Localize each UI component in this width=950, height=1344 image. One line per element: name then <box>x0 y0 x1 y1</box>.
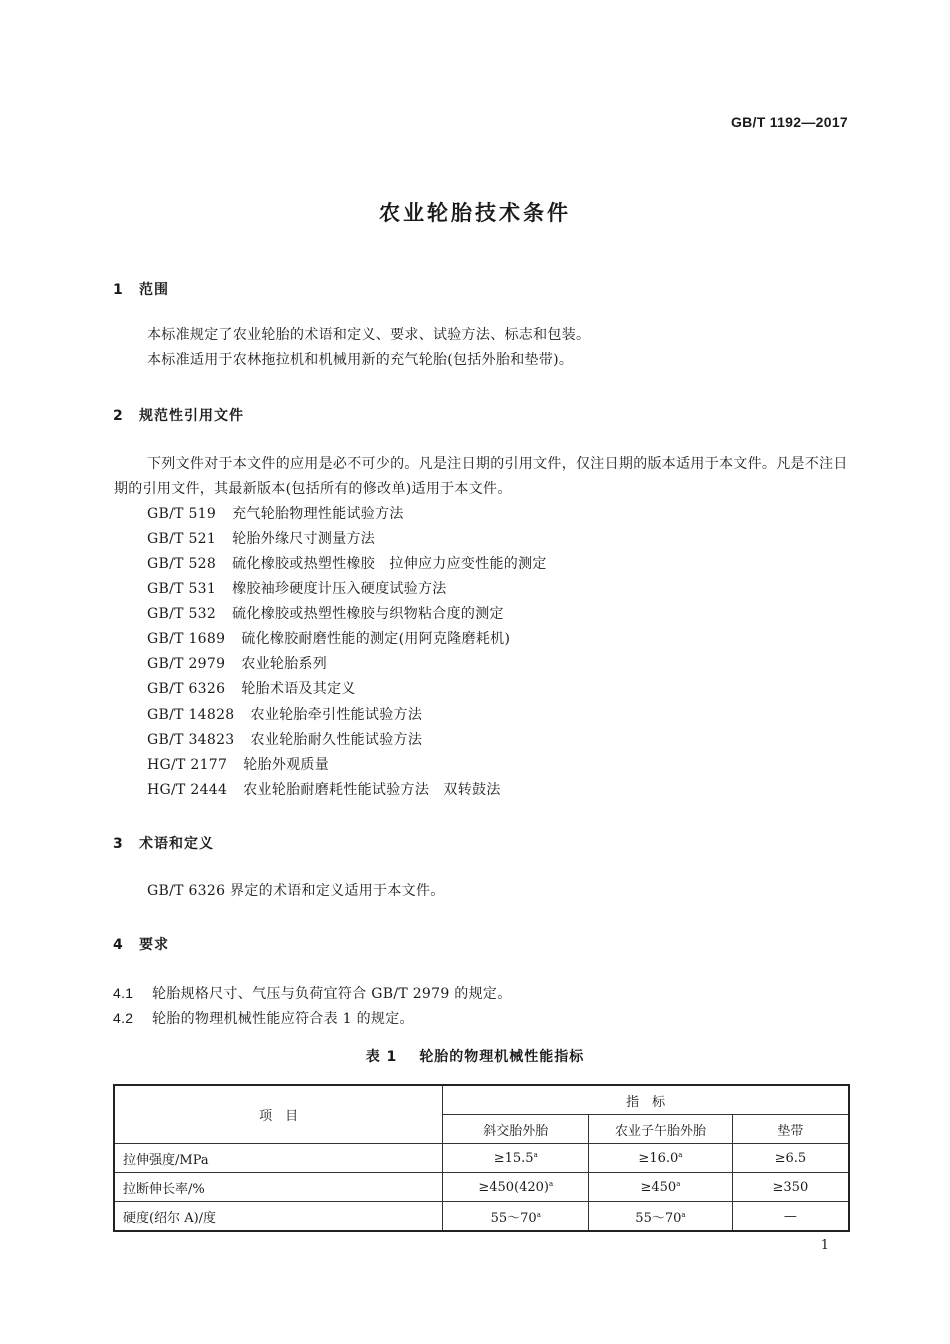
reference-item <box>147 627 510 652</box>
section-number: 2 <box>113 408 124 424</box>
table-row <box>114 1173 849 1202</box>
reference-code: GB/T 34823 <box>147 732 235 748</box>
section-heading-requirements <box>113 934 169 954</box>
reference-item <box>147 652 327 677</box>
reference-item <box>147 728 422 753</box>
section-number: 1 <box>113 282 124 298</box>
flap-value: ≥350 <box>732 1173 849 1202</box>
table-row <box>114 1144 849 1173</box>
normative-intro: 下列文件对于本文件的应用是必不可少的。凡是注日期的引用文件，仅注日期的版本适用于本文件。凡是不注日期的引用文件，其最新版本(包括所有的修改单)适用于本文件。 <box>114 456 848 497</box>
clause-4-1 <box>113 981 512 1007</box>
clause-text: 轮胎规格尺寸、气压与负荷宜符合 GB/T 2979 的规定。 <box>152 986 512 1002</box>
footnote-mark: a <box>536 1210 541 1219</box>
reference-code: GB/T 521 <box>147 531 217 547</box>
header-radial-tire: 农业子午胎外胎 <box>589 1115 733 1144</box>
footnote-mark: a <box>681 1210 686 1219</box>
reference-item <box>147 552 547 577</box>
table-row <box>114 1202 849 1232</box>
section-number: 3 <box>113 836 124 852</box>
section-title: 范围 <box>139 282 169 298</box>
bias-value <box>443 1144 589 1173</box>
header-indicator: 指 标 <box>443 1085 849 1115</box>
reference-item <box>147 527 375 552</box>
reference-code: GB/T 2979 <box>147 656 226 672</box>
reference-title: 橡胶袖珍硬度计压入硬度试验方法 <box>232 581 447 597</box>
clause-number: 4.2 <box>113 1010 134 1026</box>
value-text: ≥15.5 <box>493 1150 534 1166</box>
scope-paragraph: 本标准规定了农业轮胎的术语和定义、要求、试验方法、标志和包装。 <box>147 327 591 343</box>
value-text: ≥16.0 <box>638 1150 679 1166</box>
reference-code: GB/T 14828 <box>147 707 235 723</box>
section-title: 术语和定义 <box>139 836 214 852</box>
header-flap: 垫带 <box>732 1115 849 1144</box>
reference-title: 轮胎外观质量 <box>243 757 330 773</box>
reference-item <box>147 753 329 778</box>
bias-value <box>443 1173 589 1202</box>
document-title: 农业轮胎技术条件 <box>379 201 571 225</box>
reference-code: HG/T 2177 <box>147 757 228 773</box>
properties-table <box>113 1084 850 1232</box>
reference-title: 农业轮胎系列 <box>241 656 328 672</box>
table-title <box>0 1046 950 1066</box>
reference-item <box>147 703 422 728</box>
clause-4-2 <box>113 1006 414 1032</box>
table-caption: 轮胎的物理机械性能指标 <box>419 1049 585 1065</box>
radial-value <box>589 1202 733 1232</box>
reference-title: 硫化橡胶或热塑性橡胶与织物粘合度的测定 <box>232 606 504 622</box>
radial-value <box>589 1144 733 1173</box>
reference-title: 轮胎外缘尺寸测量方法 <box>232 531 376 547</box>
scope-paragraph: 本标准适用于农林拖拉机和机械用新的充气轮胎(包括外胎和垫带)。 <box>147 352 574 368</box>
reference-code: GB/T 531 <box>147 581 217 597</box>
header-item: 项 目 <box>114 1085 443 1144</box>
footnote-mark: a <box>676 1179 681 1188</box>
reference-code: HG/T 2444 <box>147 782 228 798</box>
reference-item <box>147 778 501 803</box>
terms-paragraph: GB/T 6326 界定的术语和定义适用于本文件。 <box>147 883 445 899</box>
reference-title: 充气轮胎物理性能试验方法 <box>232 506 404 522</box>
section-heading-terms <box>113 833 214 853</box>
row-item: 拉伸强度/MPa <box>114 1144 443 1173</box>
reference-title: 硫化橡胶或热塑性橡胶 拉伸应力应变性能的测定 <box>232 556 547 572</box>
clause-number: 4.1 <box>113 985 134 1001</box>
flap-value: — <box>732 1202 849 1232</box>
reference-title: 农业轮胎牵引性能试验方法 <box>250 707 423 723</box>
reference-code: GB/T 519 <box>147 506 217 522</box>
bias-value <box>443 1202 589 1232</box>
footnote-mark: a <box>678 1150 683 1159</box>
reference-title: 轮胎术语及其定义 <box>241 681 356 697</box>
value-text: 55～70 <box>635 1210 682 1226</box>
reference-item <box>147 677 356 702</box>
reference-item <box>147 602 504 627</box>
flap-value: ≥6.5 <box>732 1144 849 1173</box>
section-heading-scope <box>113 279 169 299</box>
section-heading-normative <box>113 405 244 425</box>
page-number: 1 <box>820 1238 829 1253</box>
section-number: 4 <box>113 937 124 953</box>
reference-code: GB/T 1689 <box>147 631 226 647</box>
reference-title: 农业轮胎耐久性能试验方法 <box>250 732 423 748</box>
clause-text: 轮胎的物理机械性能应符合表 1 的规定。 <box>152 1011 414 1027</box>
row-item: 硬度(绍尔 A)/度 <box>114 1202 443 1232</box>
table-header-row <box>114 1085 849 1115</box>
reference-item <box>147 577 447 602</box>
reference-item <box>147 502 404 527</box>
header-bias-tire: 斜交胎外胎 <box>443 1115 589 1144</box>
section-title: 要求 <box>139 937 169 953</box>
reference-title: 硫化橡胶耐磨性能的测定(用阿克隆磨耗机) <box>241 631 511 647</box>
reference-code: GB/T 528 <box>147 556 217 572</box>
reference-code: GB/T 532 <box>147 606 217 622</box>
value-text: ≥450 <box>640 1179 677 1195</box>
section-title: 规范性引用文件 <box>139 408 244 424</box>
table-label: 表 1 <box>365 1049 398 1065</box>
standard-number: GB/T 1192—2017 <box>730 114 848 130</box>
value-text: 55～70 <box>490 1210 537 1226</box>
footnote-mark: a <box>533 1150 538 1159</box>
reference-code: GB/T 6326 <box>147 681 226 697</box>
row-item: 拉断伸长率/% <box>114 1173 443 1202</box>
footnote-mark: a <box>548 1179 554 1188</box>
value-text: ≥450(420) <box>478 1179 549 1195</box>
radial-value <box>589 1173 733 1202</box>
reference-title: 农业轮胎耐磨耗性能试验方法 双转鼓法 <box>243 782 501 798</box>
